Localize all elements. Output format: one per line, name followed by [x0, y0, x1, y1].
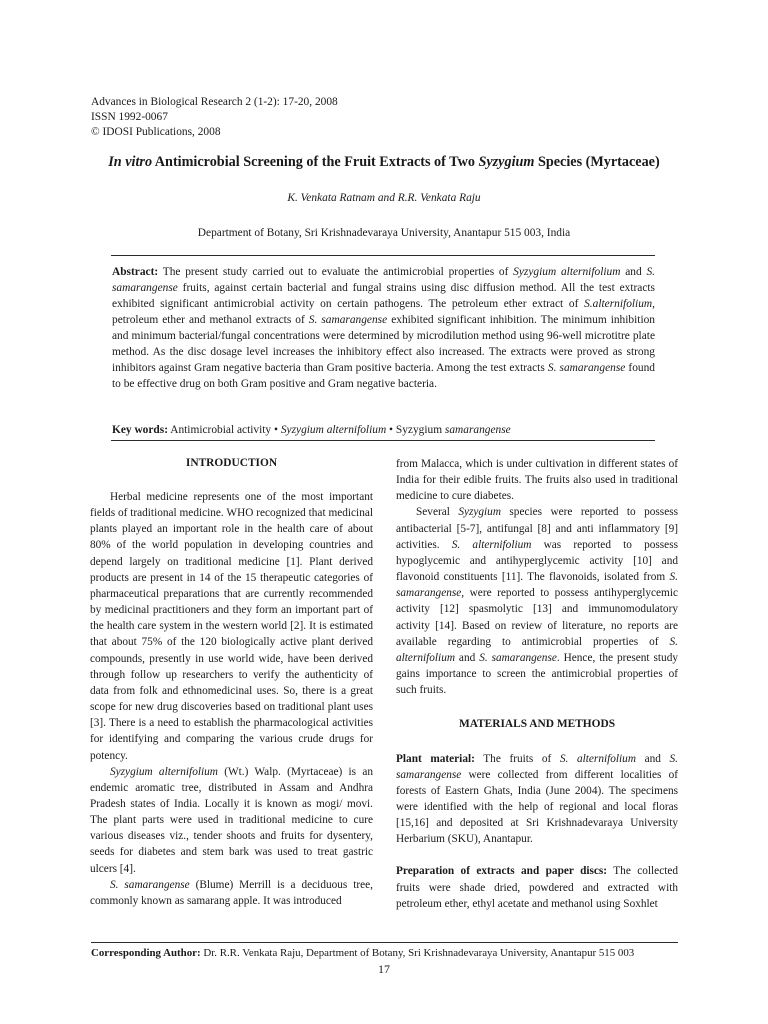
- title-part1: Antimicrobial Screening of the Fruit Extracts of Two: [152, 154, 479, 170]
- paragraph-text: species were reported to possess antibacterial [5-7], antifungal [8] and anti inflammatory [9] activities.: [396, 506, 679, 551]
- keyword: samarangense: [444, 424, 511, 436]
- abstract-text: and: [620, 266, 647, 278]
- page-number: 17: [378, 962, 390, 976]
- intro-continuation: from Malacca, which is under cultivation in different states of India for their edible fruits. The fruits also used in traditional medicine to cure diabetes.: [396, 458, 678, 503]
- paragraph-text: The fruits of: [474, 752, 560, 765]
- abstract-text: exhibited significant inhibition. The minimum inhibition and minimum bacterial/fungal concentrations were determined by microdilution method using 96-well microtitre plate method. As the disc dosage level increases the inhibitory effect also increased. The extracts were proved as strong inhibitors against Gram negative bacteria than Gram positive bacteria. Among the test extracts: [112, 314, 655, 374]
- keywords-label: Key words:: [112, 424, 168, 436]
- paragraph-text: and: [455, 651, 480, 664]
- paragraph-text: were reported to possess antihyperglycemic activity [12] spasmolytic [13] and immunomodulatory activity [14]. Based on review of literature, no reports are available regarding to antimicrobial properties of: [396, 587, 678, 648]
- species-name: S. alternifolium: [451, 538, 532, 551]
- species-name: S. samarangense: [112, 266, 655, 294]
- paragraph-text: The collected fruits were shade dried, powdered and extracted with petroleum ether, ethyl acetate and methanol using Soxhlet: [396, 865, 679, 910]
- methods-heading: MATERIALS AND METHODS: [458, 718, 616, 731]
- title-genus: Syzygium: [478, 154, 535, 170]
- journal-citation: Advances in Biological Research 2 (1-2): 17-20, 2008: [91, 96, 338, 108]
- plant-material-label: Plant material:: [396, 752, 475, 765]
- preparation-paragraph: [396, 863, 678, 911]
- paragraph-text: was reported to possess hypoglycemic and antihyperglycemic activity [10] and flavonoid constituents [11]. The flavonoids, isolated from: [396, 538, 678, 584]
- keyword: Syzygium alternifolium: [280, 424, 387, 436]
- intro-paragraph-1: Herbal medicine represents one of the most important fields of traditional medicine. WHO recognized that medicinal plants played an important role in the health care of about 80% of the world population in developing countries and depend largely on traditional medicine [1]. Plant derived products are present in 14 of the 15 therapeutic categories of pharmaceutical preparations that are currently recommended by medicinal practitioners and they form an important part of the health care system in the western world [2]. It is estimated that about 75% of the 120 biologically active plant derived compounds, presently in use world wide, have been derived through follow up researchers to verify the authenticity of data from folk and ethnomedicinal uses. So, there is a great scope for new drug discoveries based on traditional plant uses [3]. There is a need to establish the pharmacological activities for identifying and comparing the various crude drugs for potency.: [90, 491, 373, 762]
- paragraph-text: . Hence, the present study gains importance to screen the antimicrobial properties of such fruits.: [396, 651, 678, 697]
- left-column: [90, 489, 373, 909]
- issn: ISSN 1992-0067: [91, 111, 168, 123]
- paper-title: [0, 154, 768, 171]
- abstract-text: found to be effective drug on both Gram positive and Gram negative bacteria.: [112, 362, 655, 390]
- species-name: S. samarangense: [396, 752, 678, 781]
- species-name: S. samarangense: [308, 314, 388, 326]
- keyword-separator: •: [386, 424, 396, 436]
- abstract-text: The present study carried out to evaluate the antimicrobial properties of: [158, 266, 514, 278]
- paragraph-text: and: [635, 752, 670, 765]
- footer-rule: [91, 942, 678, 943]
- keywords: [112, 424, 655, 436]
- species-name: S. samarangense,: [396, 571, 678, 600]
- abstract-top-rule: [111, 255, 655, 256]
- preparation-label: Preparation of extracts and paper discs:: [396, 865, 608, 878]
- corresponding-author-label: Corresponding Author:: [91, 947, 201, 959]
- species-name: S. samarangense: [479, 651, 557, 664]
- paragraph-text: (Wt.) Walp. (Myrtaceae) is an endemic aromatic tree, distributed in Assam and Andhra Pradesh states of India. Locally it is known as mogi/ movi. The plant parts were used in traditional medicine to cure various diseases viz., tender shoots and fruits for dysentery, seeds for diabetes and stem bark was used to treat gastric ulcers [4].: [90, 765, 373, 875]
- species-name: S. alternifolium: [559, 752, 636, 765]
- keyword: Antimicrobial activity: [168, 424, 272, 436]
- intro-paragraph-4: [396, 504, 678, 698]
- copyright: © IDOSI Publications, 2008: [91, 126, 221, 138]
- species-name: Syzygium alternifolium: [110, 765, 218, 778]
- corresponding-author-text: Dr. R.R. Venkata Raju, Department of Botany, Sri Krishnadevaraya University, Anantapur 515 003: [200, 947, 635, 959]
- paragraph-text: (Blume) Merrill is a deciduous tree, commonly known as samarang apple. It was introduced: [90, 878, 373, 907]
- species-name: S.alternifolium: [584, 298, 653, 310]
- species-name: S. alternifolium: [396, 635, 678, 664]
- corresponding-author: [91, 947, 678, 959]
- intro-paragraph-2: [90, 764, 373, 877]
- authors: K. Venkata Ratnam and R.R. Venkata Raju: [287, 192, 481, 204]
- right-column: [396, 456, 678, 912]
- abstract: [112, 264, 655, 392]
- intro-paragraph-3: [90, 877, 373, 909]
- keyword-separator: •: [271, 424, 281, 436]
- title-part2: Species (Myrtaceae): [534, 154, 660, 170]
- paragraph-text: were collected from different localities of forests of Eastern Ghats, India (June 2004). The specimens were identified with the help of regional and local floras [15,16] and deposited at Sri Krishnadevaraya University Herbarium (SKU), Anantapur.: [396, 768, 678, 846]
- title-italic-lead: In vitro: [108, 154, 153, 170]
- affiliation: Department of Botany, Sri Krishnadevaraya University, Anantapur 515 003, India: [197, 227, 571, 239]
- keywords-bottom-rule: [111, 440, 655, 441]
- species-name: Syzygium alternifolium: [513, 266, 621, 278]
- plant-material-paragraph: [396, 751, 678, 848]
- species-name: S. samarangense: [110, 878, 190, 891]
- abstract-text: fruits, against certain bacterial and fungal strains using disc diffusion method. All the test extracts exhibited significant antimicrobial activity on certain pathogens. The petroleum ether extract of: [112, 282, 655, 310]
- abstract-label: Abstract:: [112, 266, 159, 278]
- species-name: Syzygium: [458, 506, 501, 519]
- paragraph-text: Several: [416, 506, 459, 519]
- species-name: S. samarangense: [547, 362, 626, 374]
- introduction-heading: INTRODUCTION: [185, 457, 278, 469]
- keyword: Syzygium: [395, 424, 445, 436]
- abstract-text: , petroleum ether and methanol extracts of: [112, 298, 655, 326]
